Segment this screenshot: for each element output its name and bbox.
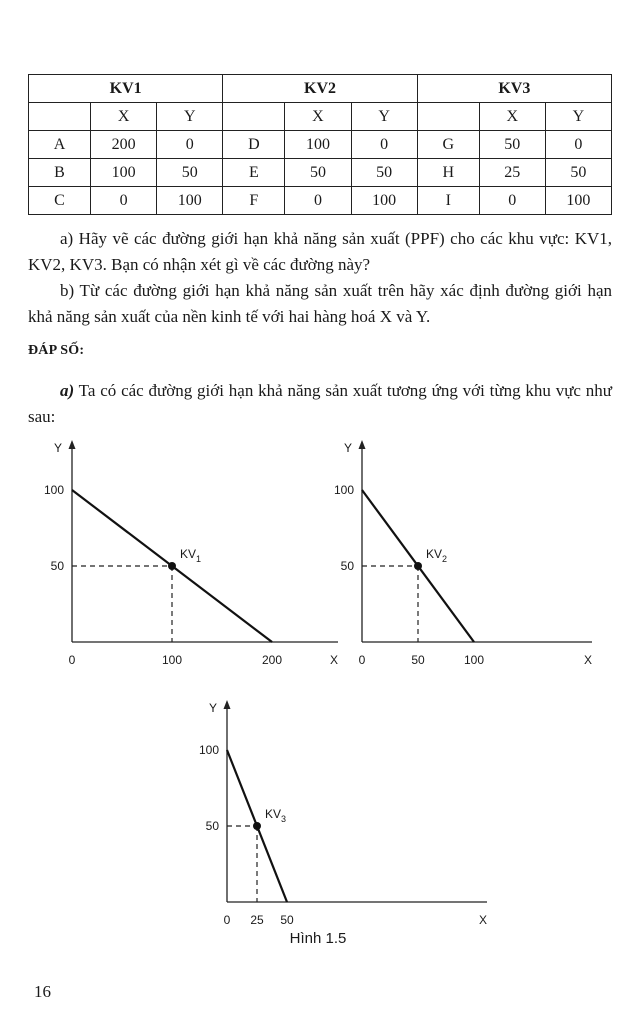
col-header-x: X — [91, 103, 157, 131]
highlight-label-main: KV — [426, 547, 443, 561]
table-cell — [223, 103, 285, 131]
table-cell: 100 — [351, 187, 417, 215]
y-tick-label: 50 — [340, 559, 354, 573]
answer-a — [28, 378, 612, 430]
question-b — [28, 278, 612, 330]
table-subheader-row — [29, 103, 612, 131]
table-row — [29, 187, 612, 215]
x-tick-label: 25 — [250, 913, 264, 927]
col-header-x: X — [285, 103, 351, 131]
group-header-kv1: KV1 — [29, 75, 223, 103]
table-cell: B — [29, 159, 91, 187]
table-header-row — [29, 75, 612, 103]
ppf-chart-kv2 — [330, 430, 610, 680]
table-cell: 0 — [479, 187, 545, 215]
y-axis-label: Y — [343, 441, 353, 455]
table-cell: 25 — [479, 159, 545, 187]
table-cell: F — [223, 187, 285, 215]
table-cell: 100 — [545, 187, 611, 215]
y-tick-label: 100 — [333, 483, 354, 497]
y-axis-arrow — [359, 440, 366, 449]
page-number: 16 — [34, 982, 51, 1001]
table-cell: A — [29, 131, 91, 159]
table-row — [29, 159, 612, 187]
y-axis-label: Y — [53, 441, 63, 455]
y-tick-label: 50 — [205, 819, 219, 833]
highlight-label-sub: 2 — [442, 554, 448, 564]
highlight-point — [414, 562, 422, 570]
table-cell: 50 — [351, 159, 417, 187]
table-cell: 50 — [545, 159, 611, 187]
table-row — [29, 131, 612, 159]
group-header-kv2: KV2 — [223, 75, 417, 103]
table-cell: 200 — [91, 131, 157, 159]
x-tick-label: 100 — [463, 653, 485, 667]
x-axis-label: X — [329, 653, 339, 667]
highlight-label-sub: 1 — [196, 554, 202, 564]
x-tick-label: 100 — [161, 653, 183, 667]
table-cell: 50 — [157, 159, 223, 187]
answer-title: ĐÁP SỐ: — [28, 343, 85, 358]
question-a — [28, 226, 612, 278]
ppf-data-table — [28, 74, 612, 215]
y-axis-arrow — [69, 440, 76, 449]
table-cell: I — [417, 187, 479, 215]
table-cell: 0 — [91, 187, 157, 215]
y-tick-label: 100 — [43, 483, 64, 497]
highlight-label — [265, 807, 286, 824]
table-cell: 50 — [479, 131, 545, 159]
col-header-y: Y — [351, 103, 417, 131]
table-cell: 100 — [91, 159, 157, 187]
ppf-chart-kv3 — [190, 690, 500, 930]
y-tick-label: 50 — [50, 559, 64, 573]
table-cell — [29, 103, 91, 131]
highlight-label — [180, 547, 201, 564]
group-header-kv3: KV3 — [417, 75, 611, 103]
col-header-x: X — [479, 103, 545, 131]
answer-a-label: a) — [60, 381, 75, 400]
table-cell: 0 — [351, 131, 417, 159]
answer-a-text: Ta có các đường giới hạn khả năng sản xuất tương ứng với từng khu vực như sau: — [28, 381, 612, 426]
table-cell: 0 — [545, 131, 611, 159]
table-cell: D — [223, 131, 285, 159]
table-cell: G — [417, 131, 479, 159]
question-a-text: a) Hãy vẽ các đường giới hạn khả năng sản xuất (PPF) cho các khu vực: KV1, KV2, KV3. Bạn có nhận xét gì về các đường này? — [28, 229, 612, 274]
x-tick-label: 50 — [280, 913, 294, 927]
x-axis-label: X — [478, 913, 488, 927]
highlight-label-main: KV — [180, 547, 197, 561]
table-cell: E — [223, 159, 285, 187]
y-axis-label: Y — [208, 701, 218, 715]
y-tick-label: 100 — [198, 743, 219, 757]
x-tick-label: 0 — [223, 913, 231, 927]
ppf-chart-kv1 — [30, 430, 353, 680]
question-b-text: b) Từ các đường giới hạn khả năng sản xuất trên hãy xác định đường giới hạn khả năng sản xuất của nền kinh tế với hai hàng hoá X và Y. — [28, 281, 612, 326]
highlight-label-main: KV — [265, 807, 282, 821]
highlight-point — [253, 822, 261, 830]
table-cell: 100 — [285, 131, 351, 159]
highlight-label-sub: 3 — [281, 814, 287, 824]
table-cell: H — [417, 159, 479, 187]
highlight-label — [426, 547, 447, 564]
table-cell: C — [29, 187, 91, 215]
x-tick-label: 0 — [358, 653, 366, 667]
table-cell: 0 — [157, 131, 223, 159]
x-tick-label: 200 — [261, 653, 283, 667]
table-cell: 50 — [285, 159, 351, 187]
col-header-y: Y — [545, 103, 611, 131]
x-axis-label: X — [583, 653, 593, 667]
highlight-point — [168, 562, 176, 570]
x-tick-label: 0 — [68, 653, 76, 667]
y-axis-arrow — [224, 700, 231, 709]
figure-caption: Hình 1.5 — [289, 930, 347, 947]
table-cell: 100 — [157, 187, 223, 215]
table-cell — [417, 103, 479, 131]
col-header-y: Y — [157, 103, 223, 131]
table-cell: 0 — [285, 187, 351, 215]
x-tick-label: 50 — [411, 653, 425, 667]
